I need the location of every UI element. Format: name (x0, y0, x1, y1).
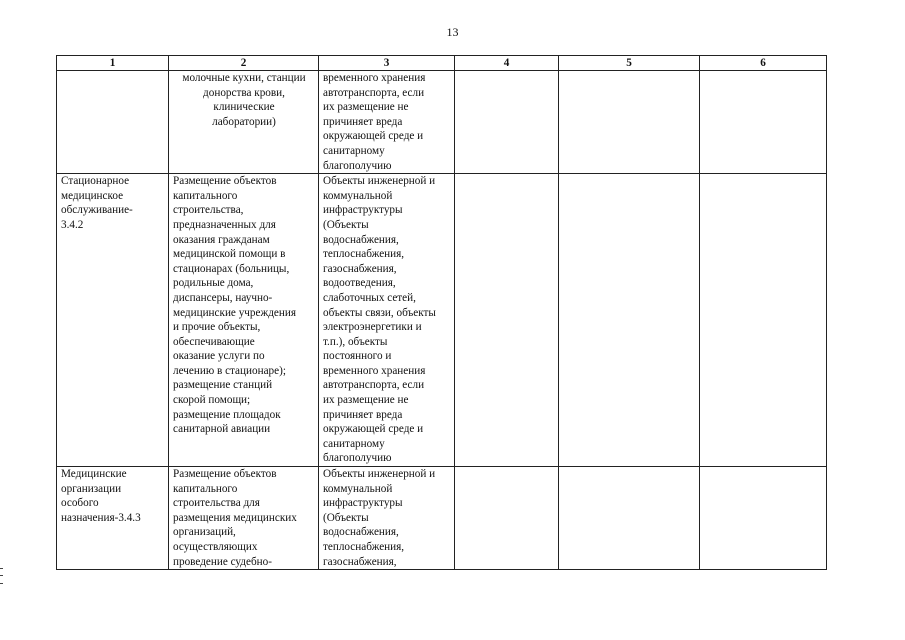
cell-text-line: размещение площадок (173, 408, 281, 421)
cell-text-line: оказание услуги по (173, 350, 265, 363)
margin-mark (0, 568, 3, 584)
cell-text-line: их размещение не (323, 394, 409, 407)
header-col-3: 3 (319, 56, 455, 71)
cell-text-line: временного хранения (323, 364, 426, 377)
cell-col-4 (455, 71, 559, 174)
cell-text-line: окружающей среде и (323, 130, 424, 143)
cell-text-line: т.п.), объекты (323, 335, 388, 348)
table-row (57, 174, 827, 467)
cell-use-description (169, 174, 319, 467)
header-col-6: 6 (700, 56, 827, 71)
cell-text-line: водоснабжения, (323, 233, 399, 246)
cell-use-type (57, 467, 169, 570)
cell-text-line: электроэнергетики и (323, 321, 422, 334)
cell-text-line: оказания гражданам (173, 233, 270, 246)
cell-text-line: предназначенных для (173, 218, 276, 231)
header-col-2: 2 (169, 56, 319, 71)
cell-text-line: проведение судебно- (173, 555, 272, 568)
cell-col-5 (559, 174, 700, 467)
table-body (57, 71, 827, 570)
cell-text-line: обслуживание- (61, 204, 133, 217)
cell-text-line: медицинское (61, 189, 124, 202)
cell-text-line: их размещение не (323, 101, 409, 114)
cell-auxiliary-uses (319, 71, 455, 174)
cell-text-line: родильные дома, (173, 277, 254, 290)
cell-text-line: теплоснабжения, (323, 541, 405, 553)
cell-text-line: медицинские учреждения (173, 306, 296, 319)
cell-text-line: организаций, (173, 526, 236, 539)
cell-text-line: размещения медицинских (173, 511, 297, 524)
cell-col-6 (700, 174, 827, 467)
cell-text-line: и прочие объекты, (173, 321, 261, 334)
cell-text-line: назначения-3.4.3 (61, 511, 141, 524)
header-col-1: 1 (57, 56, 169, 71)
cell-text-line: благополучию (323, 159, 392, 172)
cell-col-5 (559, 467, 700, 570)
cell-text-line: временного хранения (323, 72, 426, 84)
cell-text-line: обеспечивающие (173, 335, 255, 348)
cell-text-line: Объекты инженерной и (323, 175, 436, 188)
cell-text-line: стационарах (больницы, (173, 262, 290, 275)
cell-text-line: коммунальной (323, 189, 393, 202)
cell-col-6 (700, 71, 827, 174)
cell-col-4 (455, 467, 559, 570)
cell-text-line: молочные кухни, станции (182, 72, 306, 84)
header-row (57, 56, 827, 71)
cell-text-line: лечению в стационаре); (173, 364, 286, 377)
cell-text-line: (Объекты (323, 511, 369, 524)
land-use-table (56, 55, 827, 570)
cell-text-line: причиняет вреда (323, 115, 403, 128)
cell-text-line: строительства, (173, 204, 244, 217)
cell-text-line: (Объекты (323, 218, 369, 231)
cell-text-line: диспансеры, научно- (173, 291, 273, 304)
cell-text-line: газоснабжения, (323, 262, 397, 275)
cell-text-line: Медицинские (61, 468, 127, 481)
cell-text-line: слаботочных сетей, (323, 291, 416, 304)
cell-text-line: санитарному (323, 437, 385, 450)
cell-text-line: Стационарное (61, 175, 130, 188)
cell-text-line: водоснабжения, (323, 526, 399, 539)
cell-text-line: санитарной авиации (173, 423, 271, 436)
cell-text-line: газоснабжения, (323, 555, 397, 568)
cell-text-line: коммунальной (323, 482, 393, 495)
cell-text-line: особого (61, 497, 99, 510)
cell-text-line: автотранспорта, если (323, 379, 425, 392)
cell-text-line: автотранспорта, если (323, 86, 425, 99)
cell-text-line: Объекты инженерной и (323, 468, 436, 481)
cell-text-line: клинические (213, 101, 275, 114)
cell-text-line: 3.4.2 (61, 218, 84, 231)
table-row (57, 71, 827, 174)
cell-text-line: санитарному (323, 144, 385, 157)
header-col-5: 5 (559, 56, 700, 71)
table-header (57, 56, 827, 71)
cell-text-line: объекты связи, объекты (323, 306, 436, 319)
cell-text-line: медицинской помощи в (173, 248, 286, 261)
cell-text-line: Размещение объектов (173, 468, 277, 481)
cell-text-line: причиняет вреда (323, 408, 403, 421)
cell-text-line: осуществляющих (173, 541, 258, 553)
cell-text-line: капитального (173, 189, 238, 202)
cell-text-line: теплоснабжения, (323, 248, 405, 261)
cell-use-type (57, 71, 169, 174)
cell-text-line: водоотведения, (323, 277, 396, 290)
cell-auxiliary-uses (319, 174, 455, 467)
cell-text-line: постоянного и (323, 350, 392, 363)
cell-text-line: организации (61, 482, 122, 495)
cell-use-description (169, 71, 319, 174)
cell-auxiliary-uses (319, 467, 455, 570)
cell-text-line: лаборатории) (212, 115, 276, 128)
cell-col-6 (700, 467, 827, 570)
cell-col-5 (559, 71, 700, 174)
cell-text-line: Размещение объектов (173, 175, 277, 188)
cell-text-line: донорства крови, (203, 86, 285, 99)
cell-text-line: инфраструктуры (323, 204, 403, 217)
cell-text-line: инфраструктуры (323, 497, 403, 510)
header-col-4: 4 (455, 56, 559, 71)
cell-text-line: скорой помощи; (173, 394, 251, 407)
page-number: 13 (446, 25, 459, 39)
cell-col-4 (455, 174, 559, 467)
cell-use-type (57, 174, 169, 467)
table-row (57, 467, 827, 570)
cell-text-line: строительства для (173, 497, 260, 510)
cell-text-line: благополучию (323, 452, 392, 465)
cell-text-line: окружающей среде и (323, 423, 424, 436)
cell-text-line: размещение станций (173, 379, 273, 392)
cell-use-description (169, 467, 319, 570)
cell-text-line: капитального (173, 482, 238, 495)
